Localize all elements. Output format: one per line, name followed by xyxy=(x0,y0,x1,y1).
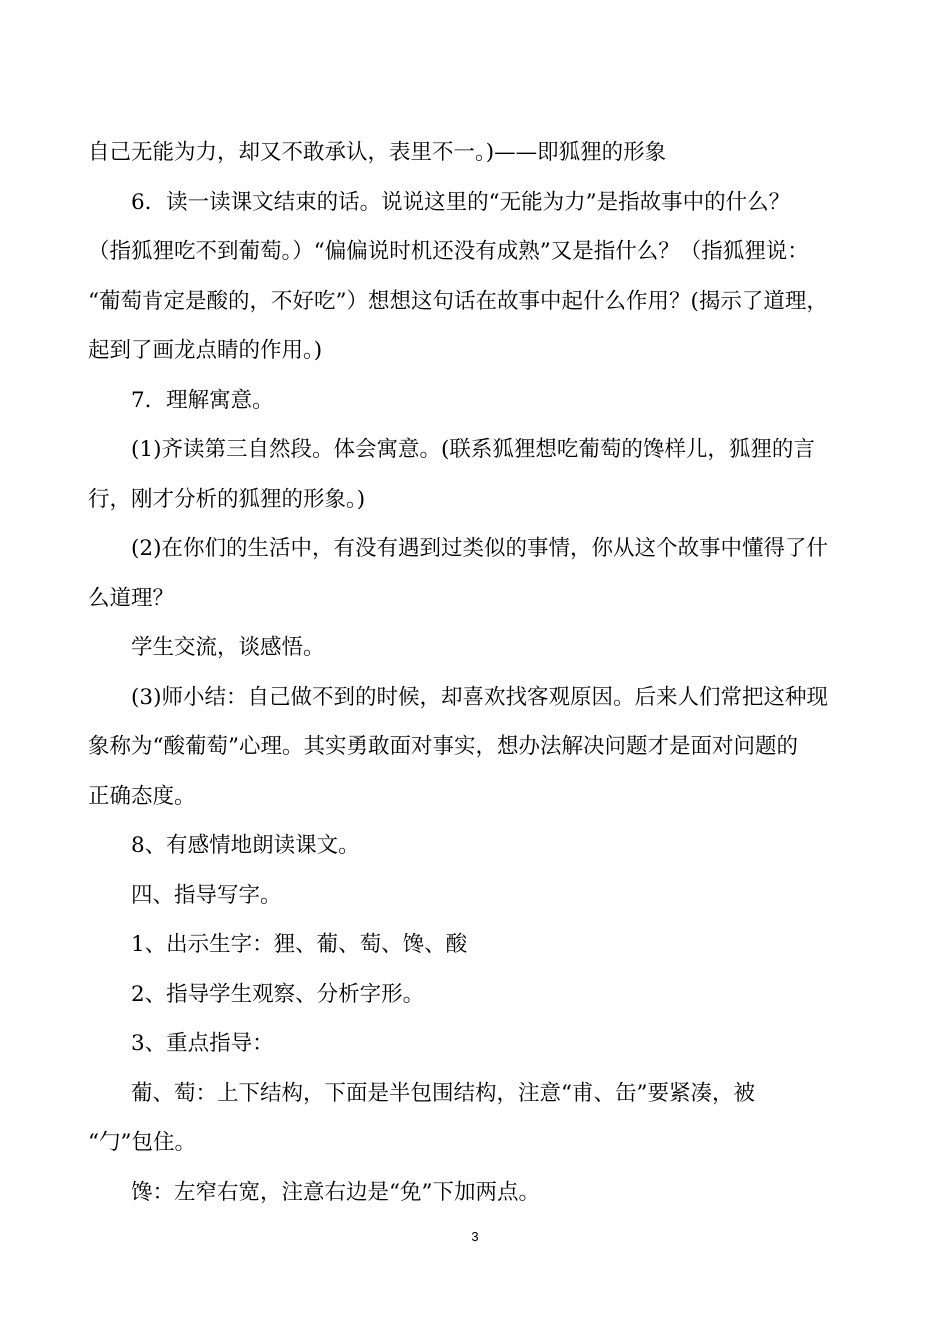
text-line: 自己无能为力，却又不敢承认，表里不一。)——即狐狸的形象 xyxy=(88,140,667,165)
text-line: 葡、萄：上下结构，下面是半包围结构，注意“甫、缶”要紧凑，被 xyxy=(131,1080,755,1106)
text-line: （指狐狸吃不到葡萄。）“偏偏说时机还没有成熟”又是指什么？（指狐狸说： xyxy=(88,239,809,264)
text-line: “勹”包住。 xyxy=(88,1130,196,1155)
text-line: 起到了画龙点睛的作用。) xyxy=(88,338,323,363)
text-line: 3、重点指导： xyxy=(131,1031,274,1056)
text-line: 7．理解寓意。 xyxy=(131,387,274,413)
text-line: 学生交流，谈感悟。 xyxy=(131,635,325,660)
text-line: 1、出示生字：狸、葡、萄、馋、酸 xyxy=(131,932,468,957)
text-line: 2、指导学生观察、分析字形。 xyxy=(131,981,425,1007)
text-line: (3)师小结：自己做不到的时候，却喜欢找客观原因。后来人们常把这种现 xyxy=(131,684,828,710)
text-line: 馋：左窄右宽，注意右边是“免”下加两点。 xyxy=(131,1179,540,1205)
text-line: (2)在你们的生活中，有没有遇到过类似的事情，你从这个故事中懂得了什 xyxy=(131,536,828,561)
text-line: 6．读一读课文结束的话。说说这里的“无能为力”是指故事中的什么？ xyxy=(131,189,791,215)
text-line: 象称为“酸葡萄”心理。其实勇敢面对事实，想办法解决问题才是面对问题的 xyxy=(88,734,798,759)
text-line: 正确态度。 xyxy=(88,783,196,809)
text-line: 8、有感情地朗读课文。 xyxy=(131,833,360,858)
text-line: (1)齐读第三自然段。体会寓意。(联系狐狸想吃葡萄的馋样儿，狐狸的言 xyxy=(131,437,815,462)
document-body xyxy=(88,128,868,1217)
text-line: 么道理？ xyxy=(88,585,175,611)
text-line: “葡萄肯定是酸的，不好吃”）想想这句话在故事中起什么作用？(揭示了道理， xyxy=(88,288,828,314)
page-number: 3 xyxy=(471,1229,479,1244)
text-line: 四、指导写字。 xyxy=(131,882,282,908)
text-line: 行，刚才分析的狐狸的形象。) xyxy=(88,486,366,512)
